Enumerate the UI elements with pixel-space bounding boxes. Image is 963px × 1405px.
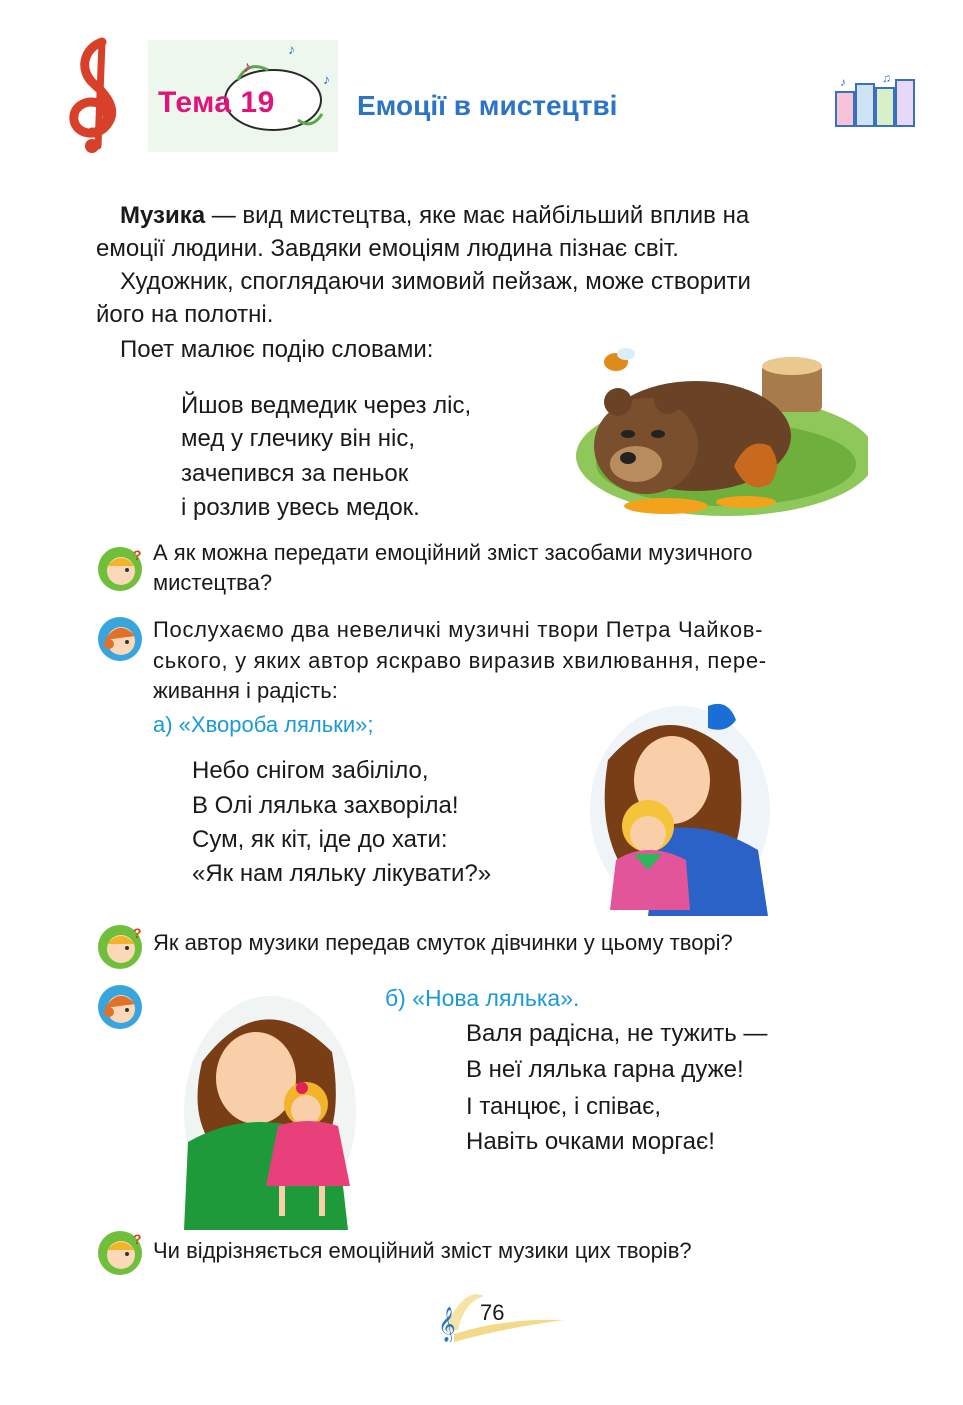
music-books-icon: [832, 70, 916, 130]
svg-text:?: ?: [133, 925, 142, 941]
question-boy-icon: [97, 546, 143, 592]
intro-line-1: Музика — вид мистецтва, яке має найбільший вплив на: [120, 202, 750, 229]
poem3-line: В неї лялька гарна дуже!: [466, 1056, 744, 1083]
poem2-line: В Олі лялька захворіла!: [192, 792, 459, 819]
sad-girl-doll-illustration: [588, 700, 772, 916]
page-number: 76: [480, 1300, 505, 1325]
poem3-line: Валя радісна, не тужить —: [466, 1020, 768, 1047]
poem3-line: І танцює, і співає,: [466, 1093, 662, 1120]
poem3-line: Навіть очками моргає!: [466, 1128, 715, 1155]
happy-girl-doll-illustration: [182, 992, 358, 1232]
svg-text:?: ?: [133, 1231, 142, 1247]
question1-line: мистецтва?: [153, 570, 273, 595]
poem1-line: мед у глечику він ніс,: [181, 425, 416, 452]
svg-text:♪: ♪: [840, 75, 846, 89]
intro-line-5: Поет малює подію словами:: [120, 336, 434, 363]
question3: Чи відрізняється емоційний зміст музики цих творів?: [153, 1238, 692, 1263]
question1-line: А як можна передати емоційний зміст засобами музичного: [153, 540, 753, 565]
music-term: Музика: [120, 202, 206, 229]
question-boy-icon: [97, 924, 143, 970]
piece-a-title: а) «Хвороба ляльки»;: [153, 712, 374, 737]
listen-line: Послухаємо два невеличкі музичні твори Петра Чайков-: [153, 617, 764, 642]
svg-text:𝄞: 𝄞: [438, 1308, 456, 1341]
listening-girl-icon: [97, 616, 143, 662]
intro-line-2: емоції людини. Завдяки емоціям людина пізнає світ.: [96, 235, 679, 262]
poem1-line: зачепився за пеньок: [181, 460, 409, 487]
topic-label: Тема 19: [158, 86, 275, 119]
poem2-line: «Як нам ляльку лікувати?»: [192, 860, 492, 887]
svg-text:♪: ♪: [243, 59, 251, 76]
listening-girl-icon: [97, 984, 143, 1030]
intro-line-3: Художник, споглядаючи зимовий пейзаж, може створити: [120, 268, 751, 295]
poem2-line: Сум, як кіт, іде до хати:: [192, 826, 448, 853]
question2: Як автор музики передав смуток дівчинки у цьому творі?: [153, 930, 733, 955]
svg-text:♫: ♫: [882, 71, 891, 85]
svg-text:?: ?: [133, 547, 142, 563]
question-boy-icon: [97, 1230, 143, 1276]
svg-text:♪: ♪: [323, 71, 330, 87]
bear-honey-illustration: [556, 336, 868, 526]
poem1-line: Йшов ведмедик через ліс,: [181, 392, 472, 419]
intro-line-4: його на полотні.: [96, 301, 274, 328]
treble-clef-icon: [62, 34, 134, 154]
poem1-line: і розлив увесь медок.: [181, 494, 420, 521]
svg-text:♪: ♪: [288, 41, 295, 57]
page-title: Емоції в мистецтві: [357, 90, 618, 121]
poem2-line: Небо снігом забіліло,: [192, 757, 429, 784]
listen-line: живання і радість:: [153, 678, 338, 703]
piece-b-title: б) «Нова лялька».: [385, 985, 580, 1011]
listen-line: ського, у яких автор яскраво виразив хвилювання, пере-: [153, 648, 767, 673]
